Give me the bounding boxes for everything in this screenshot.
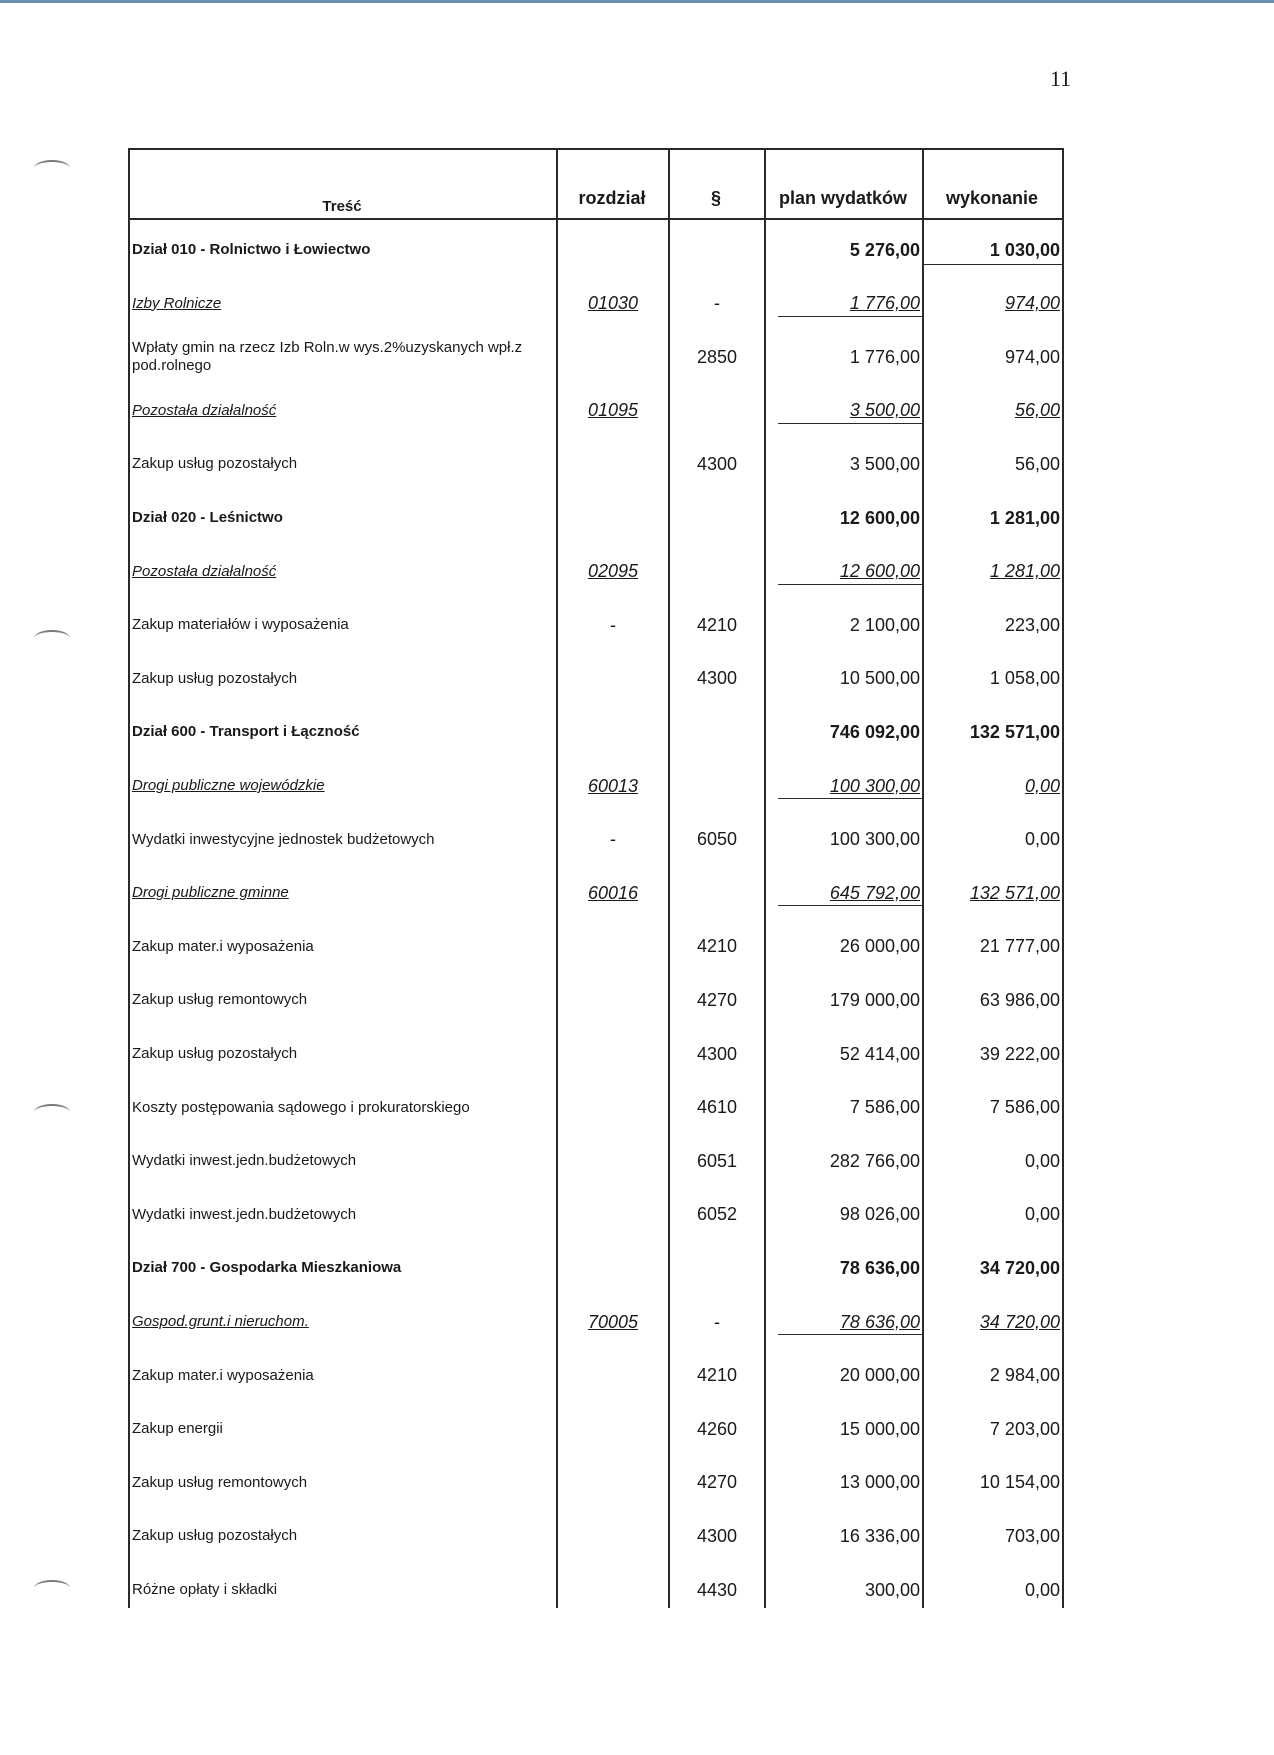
table-row	[128, 1564, 1064, 1616]
row-plan: 1 776,00	[849, 293, 920, 314]
row-wykonanie: 132 571,00	[969, 882, 1060, 903]
row-rozdzial	[558, 921, 668, 973]
punch-hole-mark	[34, 160, 70, 176]
row-tresc: Zakup usług pozostałych	[132, 669, 298, 687]
row-paragraf: 4300	[696, 1043, 738, 1064]
row-wykonanie: 56,00	[1014, 400, 1060, 421]
row-paragraf	[670, 706, 764, 758]
row-rozdzial: 02095	[587, 561, 639, 582]
row-wykonanie: 0,00	[1024, 1204, 1060, 1225]
row-paragraf	[670, 385, 764, 437]
row-wykonanie: 39 222,00	[979, 1043, 1060, 1064]
row-tresc: Wydatki inwest.jedn.budżetowych	[132, 1205, 357, 1223]
row-wykonanie: 7 586,00	[989, 1097, 1060, 1118]
budget-expenditure-table	[128, 148, 1064, 1608]
row-wykonanie: 1 281,00	[989, 561, 1060, 582]
header-paragraf: §	[710, 188, 721, 208]
row-rozdzial	[558, 492, 668, 544]
row-tresc: Dział 600 - Transport i Łączność	[132, 723, 360, 741]
row-tresc: Pozostała działalność	[132, 401, 277, 419]
row-paragraf	[670, 867, 764, 919]
row-wykonanie: 63 986,00	[979, 989, 1060, 1010]
row-tresc: Zakup usług pozostałych	[132, 1527, 298, 1545]
row-rozdzial	[558, 1028, 668, 1080]
row-paragraf: 4270	[696, 1472, 738, 1493]
row-plan: 13 000,00	[839, 1472, 920, 1493]
row-paragraf: 4610	[696, 1097, 738, 1118]
row-plan: 26 000,00	[839, 936, 920, 957]
row-rozdzial	[558, 1564, 668, 1616]
row-plan: 7 586,00	[849, 1097, 920, 1118]
plan-underline-rule	[778, 584, 922, 585]
punch-hole-mark	[34, 1580, 70, 1596]
row-wykonanie: 1 281,00	[989, 507, 1060, 528]
plan-underline-rule	[778, 316, 922, 317]
row-wykonanie: 0,00	[1024, 775, 1060, 796]
table-row	[128, 331, 1064, 383]
row-plan: 2 100,00	[849, 614, 920, 635]
row-rozdzial	[558, 1135, 668, 1187]
row-tresc: Pozostała działalność	[132, 562, 277, 580]
table-row	[128, 921, 1064, 973]
row-plan: 300,00	[864, 1579, 920, 1600]
row-plan: 746 092,00	[829, 721, 920, 742]
row-paragraf	[670, 1242, 764, 1294]
section-row	[128, 224, 1064, 276]
chapter-row	[128, 1296, 1064, 1348]
row-rozdzial: -	[610, 829, 616, 850]
row-rozdzial	[558, 224, 668, 276]
row-plan: 10 500,00	[839, 668, 920, 689]
row-tresc: Zakup usług remontowych	[132, 1473, 308, 1491]
row-rozdzial	[558, 438, 668, 490]
row-rozdzial: 01030	[587, 293, 639, 314]
row-paragraf: 4430	[696, 1579, 738, 1600]
plan-underline-rule	[778, 1334, 922, 1335]
row-plan: 100 300,00	[829, 829, 920, 850]
table-row	[128, 599, 1064, 651]
total-underline-rule	[924, 264, 1062, 265]
row-paragraf: 4300	[696, 668, 738, 689]
row-paragraf	[670, 760, 764, 812]
row-tresc: Zakup usług remontowych	[132, 991, 308, 1009]
row-tresc: Zakup mater.i wyposażenia	[132, 1366, 314, 1384]
row-rozdzial: 60013	[587, 775, 639, 796]
row-tresc: Zakup materiałów i wyposażenia	[132, 616, 349, 634]
header-bottom-border	[128, 218, 1064, 220]
row-rozdzial	[558, 1189, 668, 1241]
row-paragraf: 4300	[696, 453, 738, 474]
row-wykonanie: 1 030,00	[989, 239, 1060, 260]
row-plan: 3 500,00	[849, 453, 920, 474]
row-tresc: Wydatki inwestycyjne jednostek budżetowych	[132, 830, 435, 848]
table-row	[128, 1028, 1064, 1080]
row-wykonanie: 7 203,00	[989, 1418, 1060, 1439]
table-row	[128, 653, 1064, 705]
row-plan: 100 300,00	[829, 775, 920, 796]
row-rozdzial	[558, 1082, 668, 1134]
chapter-row	[128, 546, 1064, 598]
row-rozdzial	[558, 1457, 668, 1509]
scan-edge-rule	[0, 0, 1274, 3]
row-rozdzial	[558, 1350, 668, 1402]
row-wykonanie: 10 154,00	[979, 1472, 1060, 1493]
row-rozdzial	[558, 974, 668, 1026]
table-row	[128, 1457, 1064, 1509]
row-wykonanie: 974,00	[1004, 346, 1060, 367]
row-wykonanie: 0,00	[1024, 1150, 1060, 1171]
punch-hole-mark	[34, 630, 70, 646]
header-plan: plan wydatków	[778, 188, 908, 208]
row-tresc: Różne opłaty i składki	[132, 1581, 278, 1598]
row-wykonanie: 1 058,00	[989, 668, 1060, 689]
row-tresc: Zakup usług pozostałych	[132, 455, 298, 473]
row-wykonanie: 703,00	[1004, 1525, 1060, 1546]
row-paragraf: 4260	[696, 1418, 738, 1439]
row-paragraf	[670, 492, 764, 544]
row-wykonanie: 21 777,00	[979, 936, 1060, 957]
plan-underline-rule	[778, 423, 922, 424]
section-row	[128, 492, 1064, 544]
table-row	[128, 1189, 1064, 1241]
row-paragraf: 4210	[696, 614, 738, 635]
row-rozdzial: 60016	[587, 882, 639, 903]
row-plan: 282 766,00	[829, 1150, 920, 1171]
row-tresc: Zakup energii	[132, 1420, 223, 1438]
row-wykonanie: 0,00	[1024, 1579, 1060, 1600]
row-wykonanie: 132 571,00	[969, 721, 1060, 742]
row-tresc: Dział 010 - Rolnictwo i Łowiectwo	[132, 241, 371, 258]
table-row	[128, 1082, 1064, 1134]
row-tresc: Dział 020 - Leśnictwo	[132, 509, 283, 526]
table-row	[128, 974, 1064, 1026]
chapter-row	[128, 385, 1064, 437]
page-number: 11	[1050, 66, 1072, 91]
row-paragraf: 4210	[696, 1365, 738, 1386]
row-plan: 78 636,00	[839, 1311, 920, 1332]
chapter-row	[128, 278, 1064, 330]
table-row	[128, 438, 1064, 490]
chapter-row	[128, 867, 1064, 919]
row-paragraf: 4300	[696, 1525, 738, 1546]
row-rozdzial: 70005	[587, 1311, 639, 1332]
row-paragraf: 4270	[696, 989, 738, 1010]
row-wykonanie: 0,00	[1024, 829, 1060, 850]
row-paragraf: 6051	[696, 1150, 738, 1171]
row-tresc: Wydatki inwest.jedn.budżetowych	[132, 1152, 357, 1170]
table-row	[128, 1135, 1064, 1187]
row-plan: 12 600,00	[839, 561, 920, 582]
row-rozdzial: 01095	[587, 400, 639, 421]
row-tresc: Koszty postępowania sądowego i prokuratorskiego	[132, 1098, 470, 1116]
row-rozdzial	[558, 653, 668, 705]
row-plan: 16 336,00	[839, 1525, 920, 1546]
row-wykonanie: 56,00	[1014, 453, 1060, 474]
header-rozdzial: rozdział	[578, 188, 646, 208]
row-rozdzial	[558, 1510, 668, 1562]
row-paragraf: 6050	[696, 829, 738, 850]
row-paragraf	[670, 224, 764, 276]
row-rozdzial	[558, 331, 668, 383]
row-plan: 1 776,00	[849, 346, 920, 367]
table-row	[128, 1350, 1064, 1402]
row-tresc: Izby Rolnicze	[132, 294, 222, 312]
row-tresc: Wpłaty gmin na rzecz Izb Roln.w wys.2%uzyskanych wpł.z pod.rolnego	[132, 339, 523, 375]
row-plan: 98 026,00	[839, 1204, 920, 1225]
punch-hole-mark	[34, 1104, 70, 1120]
row-plan: 645 792,00	[829, 882, 920, 903]
row-plan: 52 414,00	[839, 1043, 920, 1064]
row-paragraf: -	[714, 1311, 720, 1332]
row-paragraf: 2850	[696, 346, 738, 367]
row-tresc: Drogi publiczne wojewódzkie	[132, 777, 325, 794]
row-plan: 15 000,00	[839, 1418, 920, 1439]
row-rozdzial: -	[610, 614, 616, 635]
row-plan: 20 000,00	[839, 1365, 920, 1386]
plan-underline-rule	[778, 905, 922, 906]
row-wykonanie: 223,00	[1004, 614, 1060, 635]
row-paragraf	[670, 546, 764, 598]
row-tresc: Zakup mater.i wyposażenia	[132, 937, 314, 955]
row-rozdzial	[558, 1403, 668, 1455]
row-paragraf: -	[714, 293, 720, 314]
table-row	[128, 1403, 1064, 1455]
table-row	[128, 814, 1064, 866]
row-plan: 78 636,00	[839, 1257, 920, 1278]
row-plan: 179 000,00	[829, 989, 920, 1010]
chapter-row	[128, 760, 1064, 812]
header-wykonanie: wykonanie	[945, 188, 1039, 208]
row-tresc: Gospod.grunt.i nieruchom.	[132, 1313, 309, 1330]
row-plan: 3 500,00	[849, 400, 920, 421]
row-wykonanie: 34 720,00	[979, 1311, 1060, 1332]
row-tresc: Dział 700 - Gospodarka Mieszkaniowa	[132, 1259, 402, 1277]
row-paragraf: 6052	[696, 1204, 738, 1225]
section-row	[128, 706, 1064, 758]
plan-underline-rule	[778, 798, 922, 799]
row-plan: 12 600,00	[839, 507, 920, 528]
row-tresc: Zakup usług pozostałych	[132, 1045, 298, 1062]
row-plan: 5 276,00	[849, 239, 920, 260]
table-row	[128, 1510, 1064, 1562]
row-wykonanie: 2 984,00	[989, 1365, 1060, 1386]
row-rozdzial	[558, 706, 668, 758]
row-tresc: Drogi publiczne gminne	[132, 884, 289, 902]
row-wykonanie: 34 720,00	[979, 1257, 1060, 1278]
section-row	[128, 1242, 1064, 1294]
row-wykonanie: 974,00	[1004, 293, 1060, 314]
header-tresc: Treść	[322, 198, 362, 215]
row-paragraf: 4210	[696, 936, 738, 957]
row-rozdzial	[558, 1242, 668, 1294]
